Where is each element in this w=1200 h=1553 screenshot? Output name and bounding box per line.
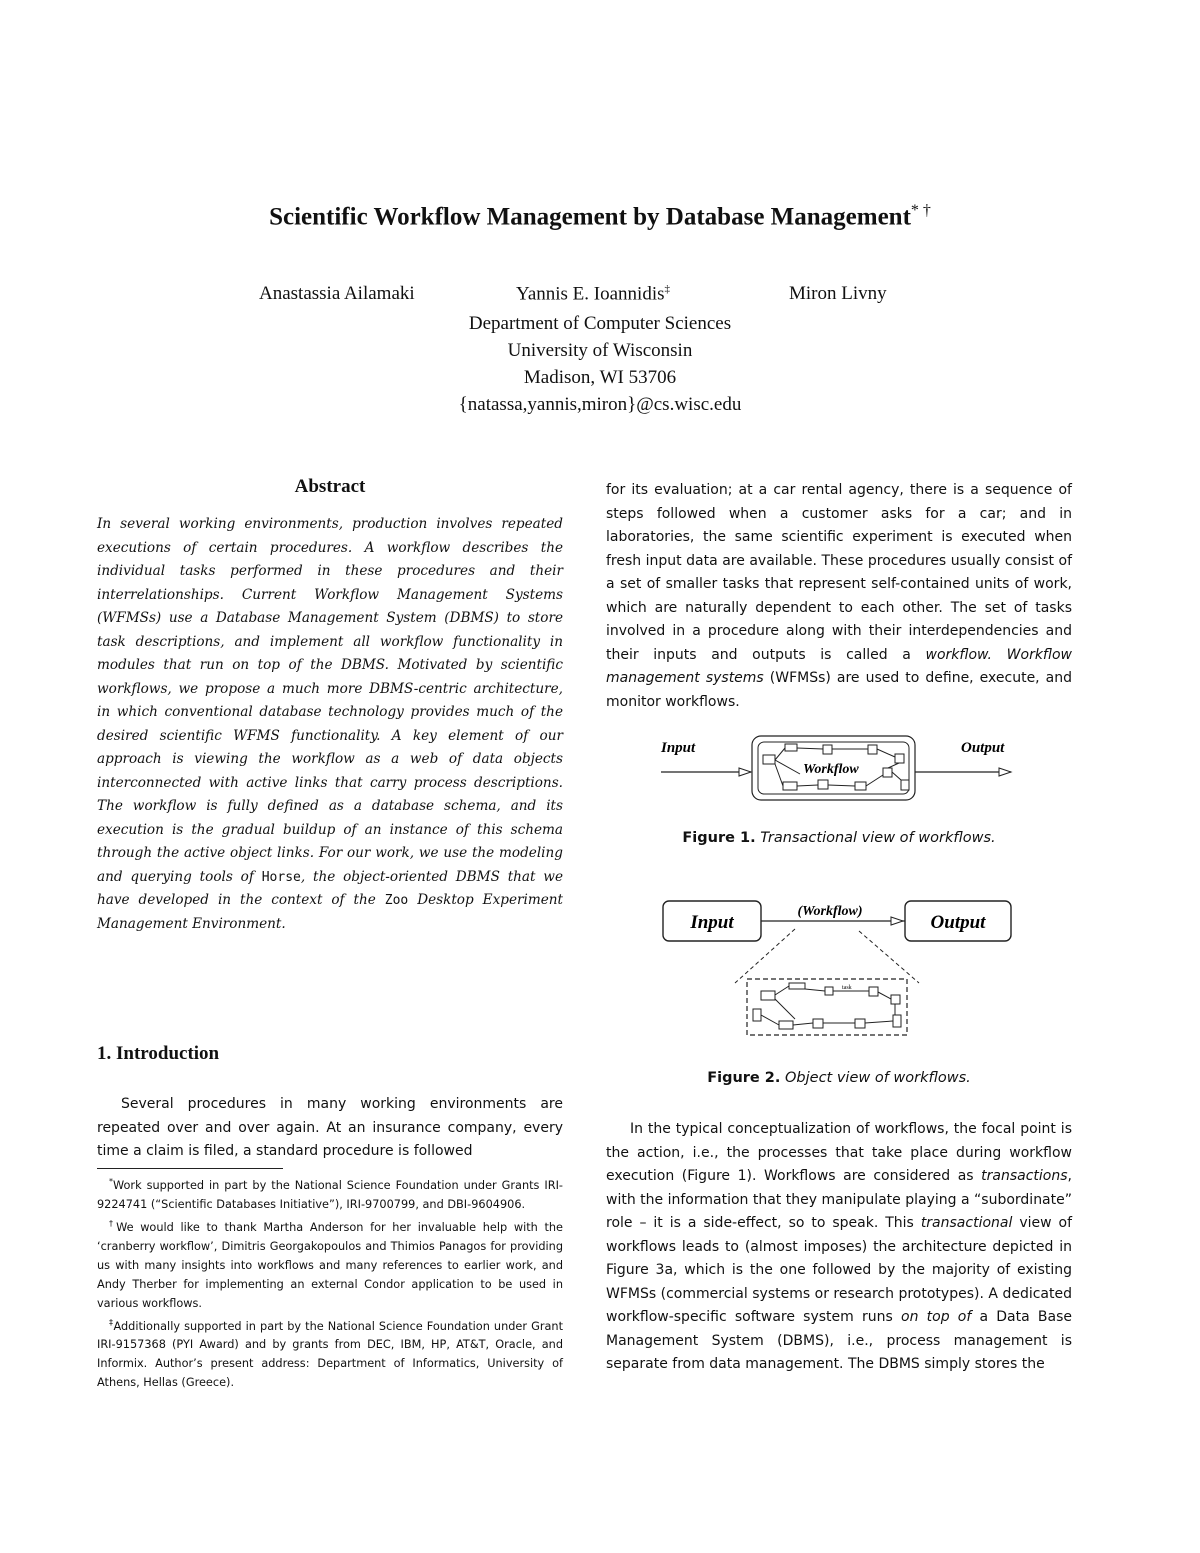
fig1-task-10: [901, 780, 909, 790]
rb-em3: on top of: [901, 1309, 972, 1325]
intro-heading: 1. Introduction: [97, 1043, 220, 1064]
rb-em1: transactions: [981, 1168, 1068, 1184]
fig1-task-8: [818, 780, 828, 789]
abstract-body: [97, 513, 563, 936]
title-text: Scientific Workflow Management by Database Management: [269, 203, 911, 231]
fig2-caption-text: Object view of workflows.: [785, 1070, 971, 1086]
fig2-task-9: [855, 1019, 865, 1028]
author-2: [516, 283, 670, 305]
footnote-2-text: We would like to thank Martha Anderson for her invaluable help with the ‘cranberry workflow’, Dimitris Georgakopoulos and Thimios Panagos for providing us with many insights into workflows and many references to earlier work, and Andy Therber for implementing an external Condor application to be used in various workflows.: [97, 1220, 564, 1310]
fig1-task-2: [823, 745, 832, 754]
rb-t2: , with the information that they manipulate playing a “subordinate” role – it is a side-effect, so to speak. This: [606, 1168, 1072, 1231]
fig1-output-arrow: [999, 768, 1011, 776]
footnote-2: [97, 1214, 563, 1313]
fig2-task-2: [789, 983, 805, 989]
figure-1-diagram: [655, 730, 1025, 804]
right-top-em1: workflow.: [925, 646, 993, 663]
author-1: [259, 283, 415, 305]
footnote-3-mark: ‡: [109, 1317, 114, 1327]
fig1-task-3: [868, 745, 877, 754]
fig1-caption-label: Figure 1.: [682, 830, 756, 846]
rb-em2: transactional: [920, 1215, 1013, 1231]
affiliation: [0, 310, 1200, 418]
fig2-output-label: Output: [930, 912, 986, 933]
fig2-task-6: [753, 1009, 761, 1021]
right-column-bottom-text: [606, 1118, 1072, 1377]
footnote-1-mark: *: [109, 1177, 113, 1186]
right-top-text2: (WFMSs) are used to define, execute, and monitor workflows.: [606, 670, 1073, 710]
fig1-caption-text: Transactional view of workflows.: [760, 830, 996, 846]
fig1-input-arrow: [739, 768, 751, 776]
fig2-caption-label: Figure 2.: [707, 1070, 781, 1086]
figure-1-caption: [606, 830, 1072, 846]
author-3: [789, 283, 887, 305]
abstract-heading: Abstract: [294, 476, 366, 497]
title-footnote-marks: * †: [910, 202, 931, 219]
fig1-center-label: Workflow: [803, 762, 859, 777]
abstract-part1: In several working environments, production involves repeated executions of certain procedures. A workflow describes the individual tasks performed in these procedures and their interrelationships. Current Workflow Management Systems (WFMSs) use a Database Management System (DBMS) to store task descriptions, and implement all workflow functionality in modules that run on top of the DBMS. Motivated by scientific workflows, we propose a much more DBMS-centric architecture, in which conventional database technology provides much of the desired scientific WFMS functionality. A key element of our approach is viewing the workflow as a web of data objects interconnected with active links that carry process descriptions. The workflow is fully defined as a database schema, and its execution is the gradual buildup of an instance of this schema through the active object links. For our work, we use the modeling and querying tools of: [97, 516, 563, 885]
abstract-part3: Desktop Experiment Management Environment.: [97, 892, 563, 932]
footnote-3: [97, 1313, 563, 1393]
fig1-task-5: [895, 754, 904, 763]
fig1-input-label: Input: [661, 740, 696, 756]
paper-title: [0, 202, 1200, 231]
abstract-part2: , the object-oriented DBMS that we have developed in the context of the: [97, 868, 563, 908]
footnote-3-text: Additionally supported in part by the National Science Foundation under Grant IRI-9157368 (PYI Award) and by grants from DEC, IBM, HP, AT&T, Oracle, and Informix. Author’s present address: Department of Informatics, University of Athens, Hellas (Greece).: [97, 1319, 563, 1390]
fig1-task-9: [855, 782, 866, 790]
figure-2-diagram: [655, 895, 1025, 1045]
rb-t3: view of workflows leads to (almost imposes) the architecture depicted in Figure 3a, which is the one followed by the majority of existing WFMSs (commercial systems or research prototypes). A dedicated workflow-specific software system runs: [606, 1215, 1073, 1325]
affiliation-dept: Department of Computer Sciences: [468, 313, 732, 334]
fig1-task-1: [785, 744, 797, 751]
right-column-top-text: [606, 479, 1072, 714]
fig2-link-arrow: [891, 917, 903, 925]
intro-body: Several procedures in many working environments are repeated over and over again. At an insurance company, every time a claim is filed, a standard procedure is followed: [97, 1096, 563, 1159]
fig1-task-4: [763, 755, 775, 764]
abstract-zoo: Zoo: [384, 893, 409, 908]
right-top-text1: for its evaluation; at a car rental agency, there is a sequence of steps followed when a customer asks for a car; and in laboratories, the same scientific experiment is executed when fresh input data are available. These procedures usually consist of a set of smaller tasks that represent self-contained units of work, which are naturally dependent to each other. The set of tasks involved in a procedure along with their interdependencies and their inputs and outputs is called a: [606, 482, 1072, 663]
fig2-task-4: [869, 987, 878, 996]
footnote-1-text: Work supported in part by the National Science Foundation under Grants IRI-9224741 (“Scientific Databases Initiative”), IRI-9700799, and DBI-9604906.: [97, 1178, 563, 1211]
fig1-task-7: [783, 782, 797, 790]
fig2-task-7: [779, 1021, 793, 1029]
rb-t4: a Data Base Management System (DBMS), i.e., process management is separate from data management. The DBMS simply stores the: [606, 1309, 1073, 1372]
rb-t1: In the typical conceptualization of workflows, the focal point is the action, i.e., the processes that take place during workflow execution (Figure 1). Workflows are considered as: [606, 1121, 1072, 1184]
footnote-1: [97, 1172, 563, 1214]
fig2-task-8: [813, 1019, 823, 1028]
fig2-task-5: [891, 995, 900, 1004]
right-top-em2: Workflow management systems: [606, 646, 1072, 686]
fig2-task-1: [761, 991, 775, 1000]
footnote-rule: [97, 1168, 283, 1169]
footnotes: [97, 1172, 563, 1392]
affiliation-email: {natassa,yannis,miron}@cs.wisc.edu: [458, 394, 742, 415]
abstract-horse: Horse: [261, 869, 301, 885]
author-2-mark: ‡: [664, 283, 670, 295]
affiliation-city: Madison, WI 53706: [523, 367, 677, 388]
footnote-2-mark: †: [109, 1218, 117, 1228]
fig2-task-10: [893, 1015, 901, 1027]
figure-2-caption: [606, 1070, 1072, 1086]
fig2-task-label: task: [842, 985, 852, 991]
fig1-output-label: Output: [961, 740, 1005, 756]
fig1-task-6: [883, 768, 892, 777]
fig2-input-label: Input: [690, 912, 734, 933]
fig2-link-label: (Workflow): [797, 904, 863, 919]
fig2-task-3: [825, 987, 833, 995]
author-2-name: Yannis E. Ioannidis: [516, 283, 665, 305]
author-1-name: Anastassia Ailamaki: [259, 283, 415, 304]
affiliation-univ: University of Wisconsin: [507, 340, 693, 361]
fig2-zoom-lines: [735, 929, 919, 983]
author-3-name: Miron Livny: [789, 283, 887, 304]
